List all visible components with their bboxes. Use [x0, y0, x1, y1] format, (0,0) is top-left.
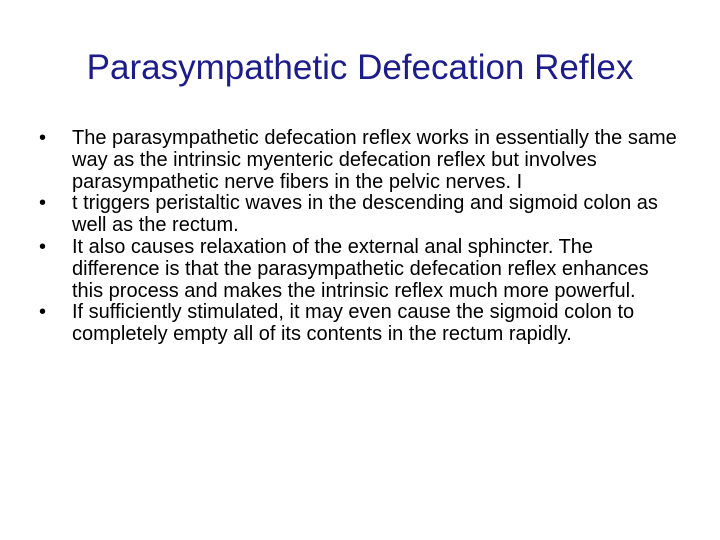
bullet-marker: •: [39, 192, 47, 215]
bullet-item: [0, 237, 720, 302]
bullet-item: [0, 128, 720, 193]
bullet-marker: •: [39, 301, 47, 324]
bullet-marker: •: [39, 127, 47, 149]
bullet-item: [0, 302, 720, 346]
bullet-marker: •: [39, 235, 47, 258]
bullet-item: [0, 193, 720, 237]
bullet-text: If sufficiently stimulated, it may even cause the sigmoid colon to completely empty all of its contents in the rectum rapidly.: [72, 301, 635, 346]
bullet-text: It also causes relaxation of the external anal sphincter. The difference is that the parasympathetic defecation reflex enhances this process and makes the intrinsic reflex much more powerful.: [72, 235, 649, 302]
bullet-text: t triggers peristaltic waves in the descending and sigmoid colon as well as the rectum.: [72, 192, 658, 237]
bullet-list: [0, 128, 720, 346]
bullet-text: The parasympathetic defecation reflex works in essentially the same way as the intrinsic myenteric defecation reflex but involves parasympathetic nerve fibers in the pelvic nerves. I: [72, 127, 677, 193]
slide-title: Parasympathetic Defecation Reflex: [86, 48, 634, 87]
